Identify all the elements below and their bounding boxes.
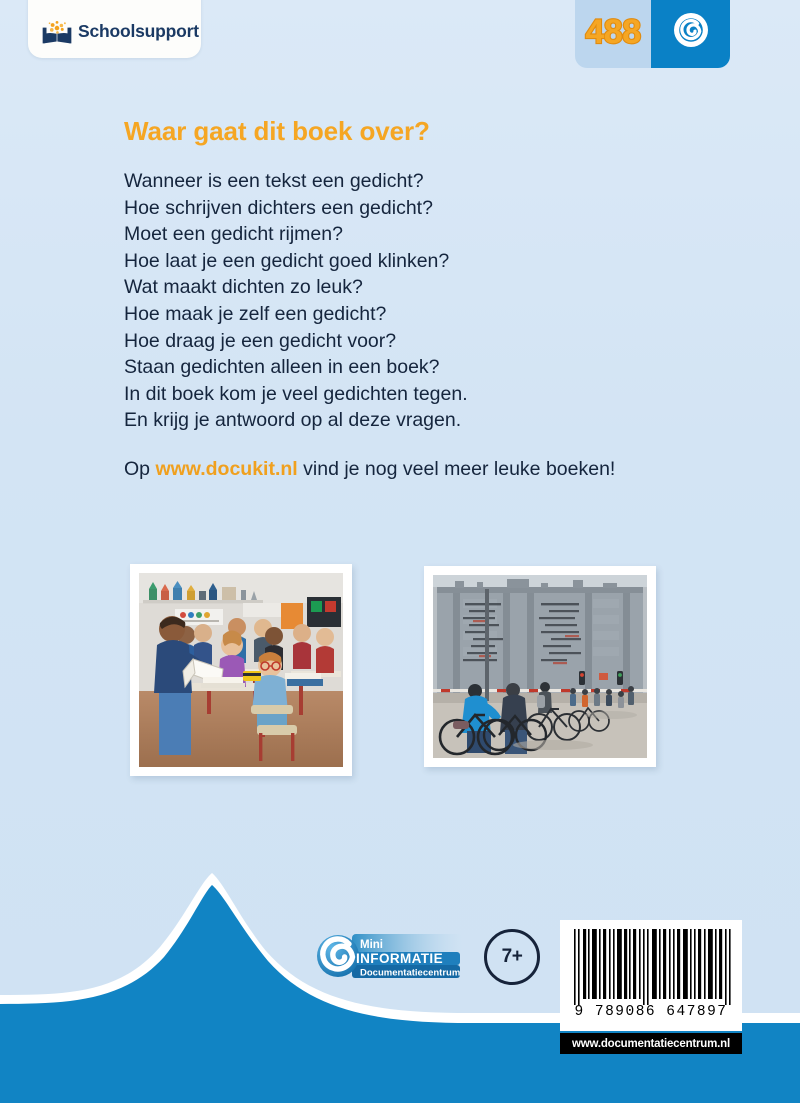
promo-line — [124, 458, 615, 481]
page-title: Waar gaat dit boek over? — [124, 116, 430, 146]
publisher-logo-inner — [28, 18, 199, 46]
age-rating-badge — [484, 929, 540, 985]
description-line: In dit boek kom je veel gedichten tegen. — [124, 382, 468, 405]
description-block — [124, 168, 724, 434]
description-line: Hoe maak je zelf een gedicht? — [124, 302, 387, 325]
promo-prefix: Op — [124, 458, 156, 480]
badge-number-panel — [575, 0, 651, 68]
poem-wall-photo — [424, 566, 656, 767]
series-number-badge — [575, 0, 730, 68]
documentatiecentrum-url-bar[interactable]: www.documentatiecentrum.nl — [560, 1033, 742, 1054]
classroom-photo — [130, 564, 352, 776]
description-line: Wat maakt dichten zo leuk? — [124, 276, 363, 299]
description-line: Wanneer is een tekst een gedicht? — [124, 170, 424, 192]
poem-wall-photo-image — [433, 575, 647, 758]
description-line: En krijg je antwoord op al deze vragen. — [124, 409, 462, 432]
barcode — [560, 920, 742, 1031]
description-line: Hoe laat je een gedicht goed klinken? — [124, 249, 450, 272]
mini-logo-line3: Documentatiecentrum — [360, 967, 461, 979]
badge-logo-panel — [651, 0, 730, 68]
series-number: 488 — [585, 12, 641, 51]
barcode-bars — [570, 929, 732, 1005]
mini-informatie-logo — [316, 930, 466, 982]
classroom-photo-image — [139, 573, 343, 767]
promo-suffix: vind je nog veel meer leuke boeken! — [297, 458, 616, 480]
description-line: Staan gedichten alleen in een boek? — [124, 356, 440, 379]
docukit-link[interactable]: www.docukit.nl — [155, 458, 298, 480]
open-book-icon — [42, 18, 72, 46]
description-line: Hoe draag je een gedicht voor? — [124, 329, 397, 352]
barcode-digits: 9 789086 647897 — [574, 1004, 728, 1020]
age-rating-label: 7+ — [501, 946, 523, 967]
mini-logo-line2: INFORMATIE — [356, 951, 443, 966]
publisher-logo-card — [28, 0, 201, 58]
publisher-name: Schoolsupport — [78, 21, 199, 42]
spiral-swirl-icon — [671, 10, 711, 55]
description-line: Moet een gedicht rijmen? — [124, 223, 343, 246]
mini-logo-line1: Mini — [360, 939, 383, 951]
description-line: Hoe schrijven dichters een gedicht? — [124, 196, 433, 219]
